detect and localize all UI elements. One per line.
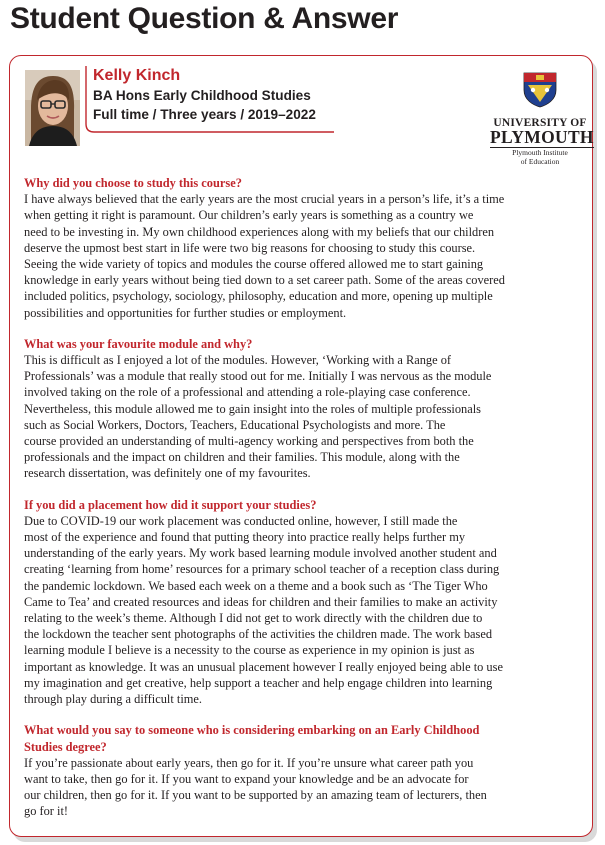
answer-2-line-3: involved taking on the role of a professional and attending a role-playing case conference. [24,385,471,400]
university-logo [490,72,594,166]
student-course: BA Hons Early Childhood Studies [93,88,311,103]
answer-4-line-4: go for it! [24,804,69,819]
question-3: If you did a placement how did it support your studies? [24,497,317,512]
question-2: What was your favourite module and why? [24,336,253,351]
answer-1-line-2: when getting it right is paramount. Our children’s early years is something as a country we [24,208,474,223]
answer-2-line-7: professionals and the impact on children and their families. This module, along with the [24,450,460,465]
answer-3-line-3: understanding of the early years. My work based learning module involved another student and [24,546,497,561]
answer-3-line-9: learning module I believe is a necessity to the course as experience in my opinion is just as [24,643,475,658]
answer-2-line-4: Nevertheless, this module allowed me to gain insight into the roles of multiple professionals [24,401,481,416]
answer-3-line-5: the pandemic lockdown. We based each week on a theme and a book such as ‘The Tiger Who [24,578,488,593]
answer-2-line-8: research dissertation, was definitely one of my favourites. [24,466,311,481]
answer-1-line-4: deserve the upmost best start in life were two big reasons for choosing to study this course. [24,240,476,255]
qa-item-2 [24,336,589,482]
answer-4-line-1: If you’re passionate about early years, then go for it. If you’re unsure what career path you [24,755,474,770]
answer-4-line-2: want to take, then go for it. If you want to expand your knowledge and be an advocate for [24,771,469,786]
answer-2-line-6: course provided an understanding of multi-agency working and perspectives from both the [24,434,474,449]
logo-line-plymouth: PLYMOUTH [490,127,594,147]
logo-line-university: UNIVERSITY OF [493,117,587,129]
answer-3-line-11: my imagination and get creative, help support a teacher and help engage children into learning [24,675,493,690]
answer-3-line-6: Came to Tea’ and created resources and ideas for children and their families to make an activity [24,594,498,609]
student-photo-image [25,70,80,146]
student-photo [25,70,80,146]
answer-3-line-4: creating ‘learning from home’ resources for a primary school teacher of a reception class during [24,562,500,577]
question-4-line-1: What would you say to someone who is considering embarking on an Early Childhood [24,723,480,738]
crest-icon [523,72,557,108]
answer-3-line-10: important as knowledge. It was an unusual placement however I really enjoyed being able to use [24,659,503,674]
qa-item-4 [24,722,589,819]
logo-line-education: of Education [520,157,560,166]
answer-1-line-8: possibilities and opportunities for further studies or employment. [24,305,347,320]
answer-1-line-6: knowledge in early years without being tied down to a set career path. Some of the areas covered [24,273,505,288]
student-name: Kelly Kinch [93,67,181,84]
question-1: Why did you choose to study this course? [24,176,242,190]
logo-line-institute: Plymouth Institute [512,148,568,157]
qa-content [24,175,589,820]
answer-3-line-1: Due to COVID-19 our work placement was conducted online, however, I still made the [24,513,458,528]
answer-1-line-3: need to be investing in. My own childhood experiences along with my beliefs that our children [24,224,495,239]
answer-3-line-2: most of the experience and found that putting theory into practice really helps further my [24,530,466,545]
answer-3-line-12: through play during a difficult time. [24,692,203,707]
answer-4-line-3: our children, then go for it. If you want to be supported by an amazing team of lecturers, then [24,788,487,803]
answer-1-line-5: Seeing the wide variety of topics and modules the course offered allowed me to start gaining [24,257,484,272]
answer-3-line-8: the lockdown the teacher sent photographs of the activities the children made. The work based [24,627,493,642]
answer-1-line-7: included politics, psychology, sociology, philosophy, education and more, opening up multiple [24,289,493,304]
answer-2-line-2: Professionals’ was a module that really stood out for me. Initially I was nervous as the module [24,369,492,384]
student-study-mode: Full time / Three years / 2019–2022 [93,107,316,122]
qa-item-1 [24,175,589,321]
answer-1-line-1: I have always believed that the early years are the most crucial years in a person’s life, it’s a time [24,192,505,207]
question-4-line-2: Studies degree? [24,739,107,754]
answer-2-line-1: This is difficult as I enjoyed a lot of the modules. However, ‘Working with a Range of [24,353,452,368]
page-title: Student Question & Answer [10,2,399,35]
answer-2-line-5: such as Social Workers, Doctors, Teachers, Educational Psychologists and more. The [24,417,446,432]
qa-item-3 [24,497,589,708]
answer-3-line-7: relating to the week’s theme. Although I did not get to work directly with the children due to [24,611,483,626]
